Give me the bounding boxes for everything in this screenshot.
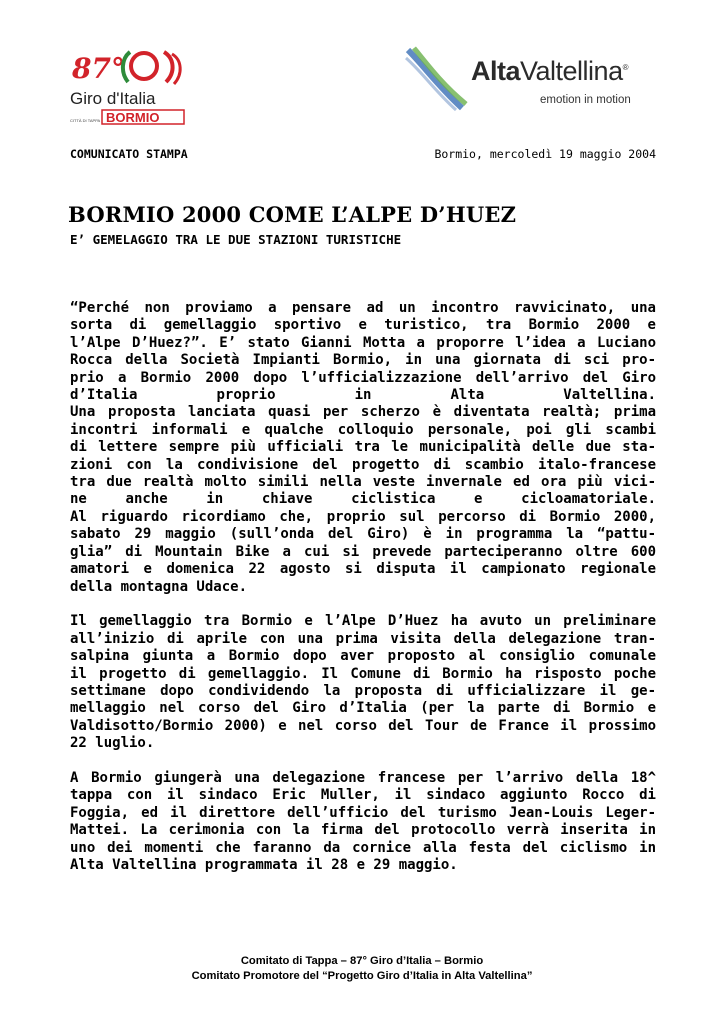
body-line: settimane dopo condividendo la proposta di ufficializzare il ge- [70, 682, 656, 699]
body-line: salpina giunta a Bormio dopo aver proposto al consiglio comunale [70, 648, 656, 665]
body-paragraph [70, 300, 656, 596]
alta-valtellina-name [471, 56, 628, 87]
body-line: sorta di gemellaggio sportivo e turistico, tra Bormio 2000 e [70, 317, 656, 334]
document-body [70, 300, 656, 892]
body-line: della montagna Udace. [70, 578, 248, 595]
body-line: Una proposta lanciata quasi per scherzo è diventata realtà; prima [70, 404, 656, 421]
body-line: amatori e domenica 22 agosto si disputa il campionato regionale [70, 561, 656, 578]
giro-logo-graphic [66, 42, 188, 126]
body-line: mellaggio nel corso del Giro d’Italia (per la parte di Bormio e [70, 700, 656, 717]
body-line: sabato 29 maggio (sull’onda del Giro) è in programma la “pattu- [70, 526, 656, 543]
body-line: tappa con il sindaco Eric Muller, il sindaco aggiunto Rocco di [70, 787, 656, 804]
giro-logo-city: BORMIO [106, 110, 160, 125]
alta-valtellina-tagline: emotion in motion [540, 94, 631, 106]
body-line: di lettere sempre più ufficiali tra le municipalità delle due sta- [70, 439, 656, 456]
body-line: prio a Bormio 2000 dopo l’ufficializzazione dell’arrivo del Giro [70, 369, 656, 386]
body-paragraph [70, 613, 656, 752]
body-line: Alta Valtellina programmata il 28 e 29 maggio. [70, 856, 458, 873]
body-paragraph [70, 770, 656, 874]
giro-italia-logo [66, 42, 188, 126]
giro-logo-number: 87° [72, 52, 125, 85]
alta-valtellina-trademark: ® [622, 63, 628, 72]
alta-valtellina-name-bold: Alta [471, 56, 521, 86]
document-subtitle: E’ GEMELAGGIO TRA LE DUE STAZIONI TURISTICHE [70, 232, 402, 247]
body-line: Il gemellaggio tra Bormio e l’Alpe D’Huez ha avuto un preliminare [70, 613, 656, 630]
body-line: ne anche in chiave ciclistica e cicloamatoriale. [70, 491, 656, 508]
footer-line-2: Comitato Promotore del “Progetto Giro d’Italia in Alta Valtellina” [191, 970, 533, 982]
body-line: glia” di Mountain Bike a cui si prevede parteciperanno oltre 600 [70, 543, 656, 560]
body-line: zioni con la condivisione del progetto di scambio italo-francese [70, 456, 656, 473]
body-line: all’inizio di aprile con una prima visita della delegazione tran- [70, 630, 656, 647]
body-line: uno dei momenti che faranno da cornice alla festa del ciclismo in [70, 839, 656, 856]
press-release-date: Bormio, mercoledì 19 maggio 2004 [434, 147, 656, 161]
giro-logo-small: CITTÀ DI TAPPA [70, 118, 101, 123]
body-line: l’Alpe D’Huez?”. E’ stato Gianni Motta a proporre l’idea a Luciano [70, 334, 656, 351]
body-line: il progetto di gemellaggio. Il Comune di Bormio ha risposto poche [70, 665, 656, 682]
body-line: Al riguardo ricordiamo che, proprio sul percorso di Bormio 2000, [70, 508, 656, 525]
body-line: Valdisotto/Bormio 2000) e nel corso del Tour de France il prossimo [70, 717, 656, 734]
body-line: “Perché non proviamo a pensare ad un incontro ravvicinato, una [70, 300, 656, 316]
document-title: BORMIO 2000 COME L’ALPE D’HUEZ [68, 202, 517, 227]
body-line: Rocca della Società Impianti Bormio, in una giornata di sci pro- [70, 352, 656, 369]
document-footer [0, 954, 724, 984]
alta-valtellina-swoosh-icon [404, 46, 474, 114]
body-line: Mattei. La cerimonia con la firma del protocollo verrà inserita in [70, 822, 656, 839]
press-release-label: COMUNICATO STAMPA [70, 147, 188, 161]
body-line: d’Italia proprio in Alta Valtellina. [70, 387, 656, 404]
body-line: Foggia, ed il direttore dell’ufficio del turismo Jean-Louis Leger- [70, 804, 656, 821]
giro-logo-name: Giro d'Italia [70, 89, 156, 108]
body-line: A Bormio giungerà una delegazione francese per l’arrivo della 18^ [70, 769, 656, 786]
body-line: 22 luglio. [70, 735, 155, 752]
body-line: tra due realtà molto simili nella veste invernale ed ora più vici- [70, 474, 656, 491]
alta-valtellina-name-regular: Valtellina [520, 56, 623, 86]
body-line: incontri informali e qualche colloquio personale, poi gli scambi [70, 421, 656, 438]
footer-line-1: Comitato di Tappa – 87° Giro d’Italia – Bormio [240, 955, 484, 967]
